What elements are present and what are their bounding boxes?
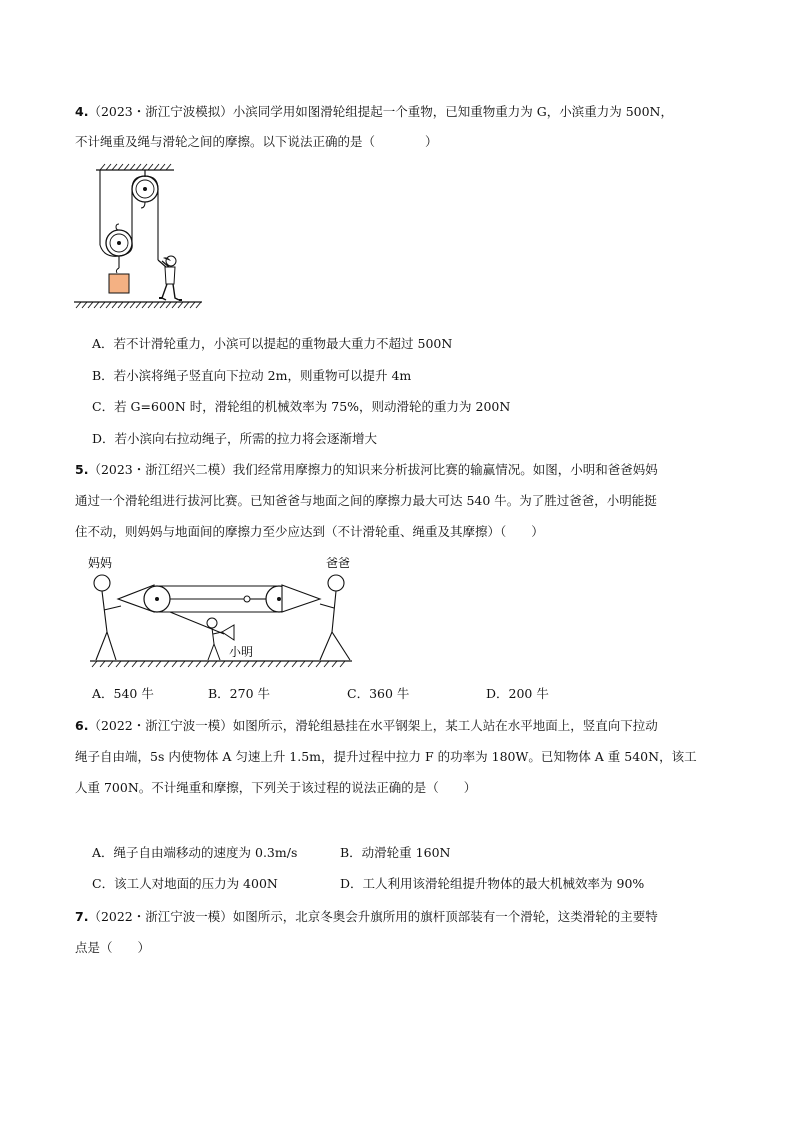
q6-line1: [75, 718, 658, 734]
q5-text1: 我们经常用摩擦力的知识来分析拔河比赛的输赢情况。如图，小明和爸爸妈妈: [232, 462, 658, 477]
mom-label: 妈妈: [88, 556, 113, 570]
q6-number: 6.: [75, 718, 89, 733]
q5-number: 5.: [75, 462, 89, 477]
q5-option-b[interactable]: B．270 牛: [208, 686, 271, 701]
q6-option-c[interactable]: C．该工人对地面的压力为 400N: [92, 876, 278, 891]
q5-line2: 通过一个滑轮组进行拔河比赛。已知爸爸与地面之间的摩擦力最大可达 540 牛。为了胜过爸爸，小明能挺: [75, 493, 657, 508]
q7-source: （2022・浙江宁波一模）: [88, 909, 233, 924]
q4-pulley-figure: [74, 160, 204, 329]
q5-option-d[interactable]: D．200 牛: [486, 686, 549, 701]
q6-line3: 人重 700N。不计绳重和摩擦，下列关于该过程的说法正确的是（ ）: [75, 780, 477, 795]
q4-number: 4.: [75, 104, 89, 119]
q5-tug-of-war-figure: [74, 552, 364, 674]
q4-line1: [75, 104, 673, 120]
q5-option-a[interactable]: A．540 牛: [92, 686, 154, 701]
q4-option-d[interactable]: D．若小滨向右拉动绳子，所需的拉力将会逐渐增大: [92, 431, 378, 446]
q7-number: 7.: [75, 909, 89, 924]
q4-source: （2023・浙江宁波模拟）: [88, 104, 233, 119]
q6-text1: 如图所示，滑轮组悬挂在水平钢架上，某工人站在水平地面上，竖直向下拉动: [232, 718, 658, 733]
q6-option-d[interactable]: D．工人利用该滑轮组提升物体的最大机械效率为 90%: [340, 876, 645, 891]
q6-option-b[interactable]: B．动滑轮重 160N: [340, 845, 451, 860]
q5-line3: 住不动，则妈妈与地面间的摩擦力至少应达到（不计滑轮重、绳重及其摩擦）（ ）: [75, 524, 544, 539]
q4-text1: 小滨同学用如图滑轮组提起一个重物，已知重物重力为 G，小滨重力为 500N，: [232, 104, 673, 119]
q7-line2: 点是（ ）: [75, 940, 151, 955]
q6-source: （2022・浙江宁波一模）: [88, 718, 233, 733]
q4-option-b[interactable]: B．若小滨将绳子竖直向下拉动 2m，则重物可以提升 4m: [92, 368, 412, 383]
q5-option-c[interactable]: C．360 牛: [347, 686, 410, 701]
xiaoming-label: 小明: [229, 645, 254, 659]
q4-line2: 不计绳重及绳与滑轮之间的摩擦。以下说法正确的是（ ）: [75, 134, 438, 149]
q6-line2: 绳子自由端，5s 内使物体 A 匀速上升 1.5m，提升过程中拉力 F 的功率为 180W。已知物体 A 重 540N，该工: [75, 749, 697, 764]
q5-source: （2023・浙江绍兴二模）: [88, 462, 233, 477]
q5-line1: [75, 462, 658, 478]
q7-line1: [75, 909, 658, 925]
q4-option-c[interactable]: C．若 G=600N 时，滑轮组的机械效率为 75%，则动滑轮的重力为 200N: [92, 399, 511, 414]
dad-label: 爸爸: [326, 556, 351, 570]
q7-text1: 如图所示，北京冬奥会升旗所用的旗杆顶部装有一个滑轮，这类滑轮的主要特: [232, 909, 658, 924]
q4-option-a[interactable]: A．若不计滑轮重力，小滨可以提起的重物最大重力不超过 500N: [92, 336, 453, 351]
q6-option-a[interactable]: A．绳子自由端移动的速度为 0.3m/s: [92, 845, 298, 860]
